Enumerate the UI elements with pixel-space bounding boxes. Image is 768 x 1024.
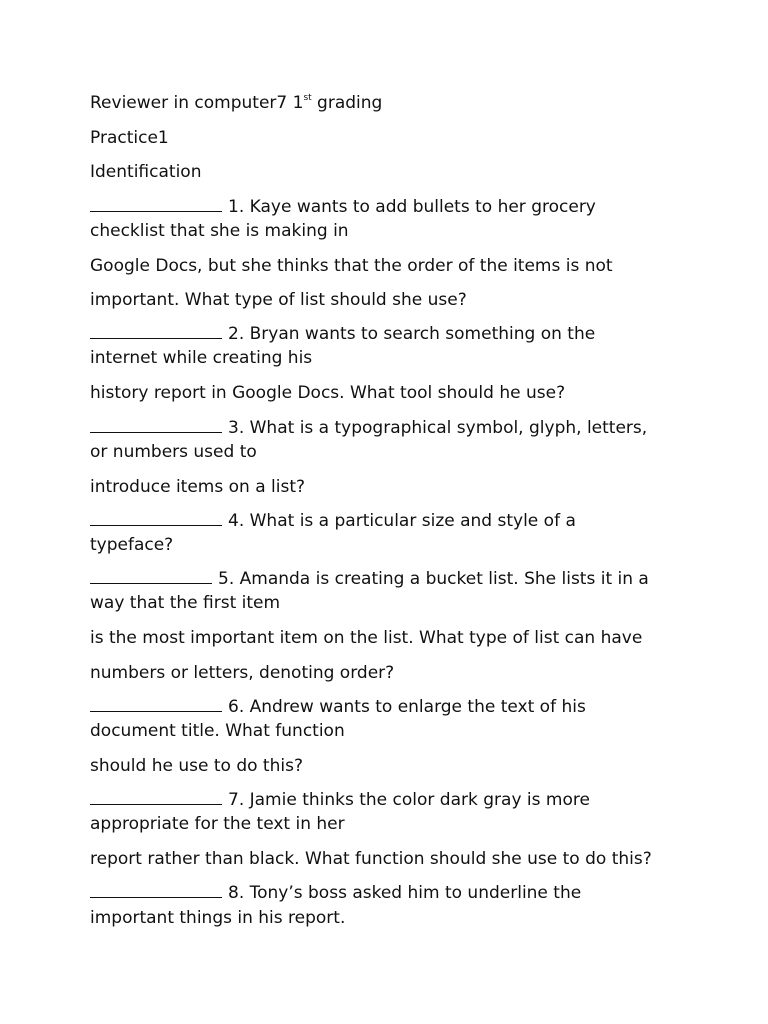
document-title	[90, 91, 382, 115]
question-5-line-4: numbers or letters, denoting order?	[90, 663, 395, 683]
title-rest: grading	[311, 93, 383, 113]
question-1-line-2: checklist that she is making in	[90, 221, 349, 241]
question-text: 4. What is a particular size and style of a	[228, 511, 576, 531]
question-1-line-3: Google Docs, but she thinks that the order of the items is not	[90, 256, 613, 276]
question-8-first-line	[90, 881, 581, 905]
question-text: 2. Bryan wants to search something on the	[228, 324, 596, 344]
question-text: 6. Andrew wants to enlarge the text of his	[228, 697, 586, 717]
question-text: 7. Jamie thinks the color dark gray is more	[228, 790, 590, 810]
question-3-line-3: introduce items on a list?	[90, 477, 306, 497]
question-2-line-2: internet while creating his	[90, 348, 313, 368]
practice-heading: Practice1	[90, 128, 169, 148]
question-7-line-3: report rather than black. What function should she use to do this?	[90, 849, 652, 869]
question-3-line-2: or numbers used to	[90, 442, 257, 462]
question-3-first-line	[90, 416, 647, 440]
answer-blank-6[interactable]	[90, 695, 222, 712]
answer-blank-7[interactable]	[90, 788, 222, 805]
title-main: Reviewer in computer7 1	[90, 93, 304, 113]
question-2-line-3: history report in Google Docs. What tool should he use?	[90, 383, 566, 403]
answer-blank-4[interactable]	[90, 509, 222, 526]
answer-blank-5[interactable]	[90, 567, 212, 584]
question-text: 3. What is a typographical symbol, glyph, letters,	[228, 418, 648, 438]
question-6-line-3: should he use to do this?	[90, 756, 303, 776]
question-6-line-2: document title. What function	[90, 721, 345, 741]
question-1-first-line	[90, 195, 596, 219]
question-7-line-2: appropriate for the text in her	[90, 814, 345, 834]
question-4-line-2: typeface?	[90, 535, 174, 555]
question-1-line-4: important. What type of list should she use?	[90, 290, 467, 310]
question-4-first-line	[90, 509, 576, 533]
question-text: 8. Tony’s boss asked him to underline the	[228, 883, 582, 903]
question-7-first-line	[90, 788, 590, 812]
answer-blank-2[interactable]	[90, 322, 222, 339]
question-6-first-line	[90, 695, 586, 719]
question-text: 5. Amanda is creating a bucket list. She lists it in a	[218, 569, 649, 589]
question-8-line-2: important things in his report.	[90, 908, 346, 928]
answer-blank-3[interactable]	[90, 416, 222, 433]
question-5-first-line	[90, 567, 649, 591]
section-heading: Identification	[90, 162, 202, 182]
question-5-line-2: way that the first item	[90, 593, 281, 613]
question-5-line-3: is the most important item on the list. What type of list can have	[90, 628, 643, 648]
question-2-first-line	[90, 322, 595, 346]
question-text: 1. Kaye wants to add bullets to her grocery	[228, 197, 596, 217]
answer-blank-1[interactable]	[90, 195, 222, 212]
title-superscript: st	[303, 93, 312, 103]
answer-blank-8[interactable]	[90, 881, 222, 898]
